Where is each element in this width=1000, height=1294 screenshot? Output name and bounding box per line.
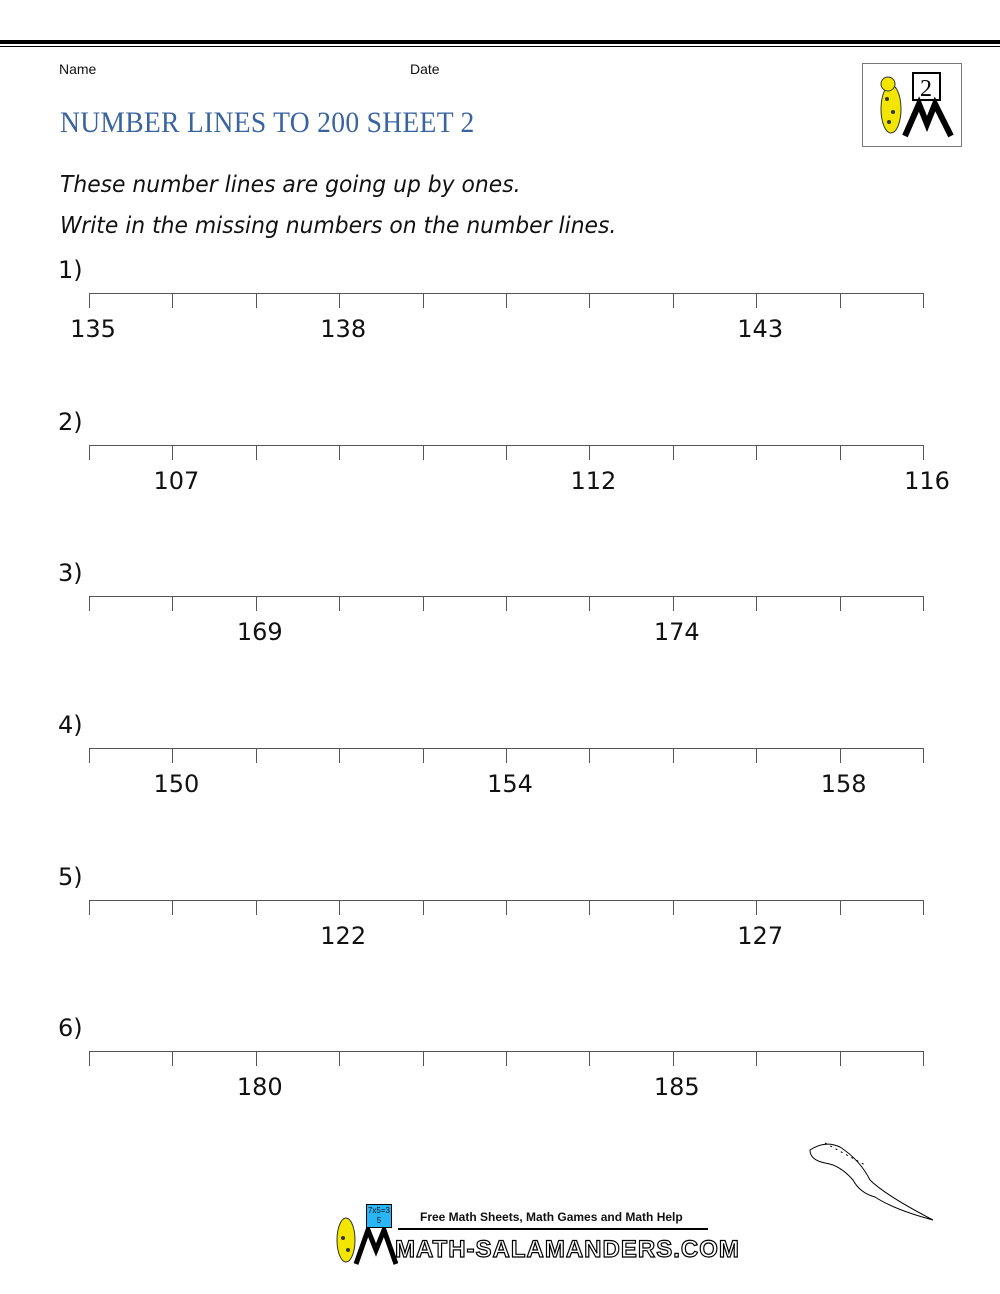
tick-mark: [172, 900, 173, 915]
salamander-drawing: [805, 1135, 940, 1225]
question-number: 6): [58, 1014, 83, 1042]
tick-mark: [172, 1051, 173, 1066]
tick-mark: [506, 445, 507, 460]
tick-mark: [506, 1051, 507, 1066]
number-line: [0, 1051, 1000, 1111]
tick-mark: [172, 596, 173, 611]
given-number: 122: [320, 922, 367, 950]
question-number: 2): [58, 408, 83, 436]
page-title: NUMBER LINES TO 200 SHEET 2: [60, 106, 475, 139]
number-line: [0, 748, 1000, 808]
given-number: 150: [153, 770, 200, 798]
top-rule: [0, 40, 1000, 44]
tick-mark: [923, 900, 924, 915]
given-number: 169: [236, 618, 283, 646]
tick-mark: [172, 293, 173, 308]
tick-mark: [89, 900, 90, 915]
tick-mark: [172, 445, 173, 460]
footer-board-text: 7x5=35: [366, 1204, 392, 1228]
tick-mark: [339, 748, 340, 763]
tick-mark: [256, 1051, 257, 1066]
tick-mark: [840, 596, 841, 611]
question-number: 5): [58, 863, 83, 891]
tick-mark: [923, 596, 924, 611]
tick-mark: [756, 445, 757, 460]
tick-mark: [506, 748, 507, 763]
math-salamanders-logo: [862, 63, 962, 147]
tick-mark: [840, 445, 841, 460]
tick-mark: [89, 1051, 90, 1066]
question-number: 3): [58, 559, 83, 587]
given-number: 107: [153, 467, 200, 495]
tick-mark: [923, 748, 924, 763]
given-number: 138: [320, 315, 367, 343]
tick-mark: [840, 748, 841, 763]
tick-mark: [756, 1051, 757, 1066]
tick-mark: [673, 596, 674, 611]
tick-mark: [256, 596, 257, 611]
tick-mark: [89, 596, 90, 611]
tick-mark: [589, 596, 590, 611]
tick-mark: [339, 596, 340, 611]
tick-mark: [589, 293, 590, 308]
given-number: 185: [653, 1073, 700, 1101]
footer-rule: [398, 1228, 708, 1230]
number-line: [0, 445, 1000, 505]
tick-mark: [423, 900, 424, 915]
tick-mark: [256, 900, 257, 915]
tick-mark: [756, 596, 757, 611]
tick-mark: [923, 445, 924, 460]
tick-mark: [339, 293, 340, 308]
logo-digit: 2: [920, 76, 932, 102]
instruction-2: Write in the missing numbers on the number lines.: [60, 213, 617, 239]
tick-mark: [840, 900, 841, 915]
tick-mark: [423, 596, 424, 611]
date-label: Date: [410, 61, 440, 77]
tick-mark: [840, 293, 841, 308]
tick-mark: [339, 445, 340, 460]
tick-mark: [673, 445, 674, 460]
tick-mark: [673, 748, 674, 763]
tick-mark: [589, 900, 590, 915]
tick-mark: [506, 596, 507, 611]
tick-mark: [589, 748, 590, 763]
tick-mark: [256, 748, 257, 763]
tick-mark: [89, 293, 90, 308]
tick-mark: [256, 293, 257, 308]
tick-mark: [923, 1051, 924, 1066]
number-line: [0, 900, 1000, 960]
tick-mark: [339, 1051, 340, 1066]
tick-mark: [423, 748, 424, 763]
tick-mark: [673, 1051, 674, 1066]
footer-logo: [328, 1200, 398, 1268]
footer-tagline: Free Math Sheets, Math Games and Math Help: [420, 1210, 683, 1224]
tick-mark: [89, 748, 90, 763]
given-number: 180: [236, 1073, 283, 1101]
given-number: 158: [820, 770, 867, 798]
given-number: 116: [904, 467, 950, 495]
tick-mark: [423, 293, 424, 308]
tick-mark: [756, 293, 757, 308]
given-number: 112: [570, 467, 617, 495]
tick-mark: [756, 748, 757, 763]
tick-mark: [423, 445, 424, 460]
tick-mark: [506, 293, 507, 308]
given-number: 127: [737, 922, 784, 950]
tick-mark: [172, 748, 173, 763]
tick-mark: [339, 900, 340, 915]
tick-mark: [756, 900, 757, 915]
tick-mark: [673, 900, 674, 915]
given-number: 135: [70, 315, 116, 343]
tick-mark: [840, 1051, 841, 1066]
question-number: 4): [58, 711, 83, 739]
top-rule-thin: [0, 46, 1000, 47]
tick-mark: [89, 445, 90, 460]
tick-mark: [256, 445, 257, 460]
instruction-1: These number lines are going up by ones.: [60, 172, 521, 198]
footer-site-name: MATH-SALAMANDERS.COM: [395, 1236, 740, 1263]
tick-mark: [589, 1051, 590, 1066]
question-number: 1): [58, 256, 83, 284]
given-number: 174: [653, 618, 700, 646]
number-line: [0, 293, 1000, 353]
given-number: 143: [737, 315, 784, 343]
tick-mark: [423, 1051, 424, 1066]
given-number: 154: [487, 770, 533, 798]
tick-mark: [589, 445, 590, 460]
tick-mark: [923, 293, 924, 308]
number-line: [0, 596, 1000, 656]
tick-mark: [673, 293, 674, 308]
tick-mark: [506, 900, 507, 915]
name-label: Name: [59, 61, 97, 77]
